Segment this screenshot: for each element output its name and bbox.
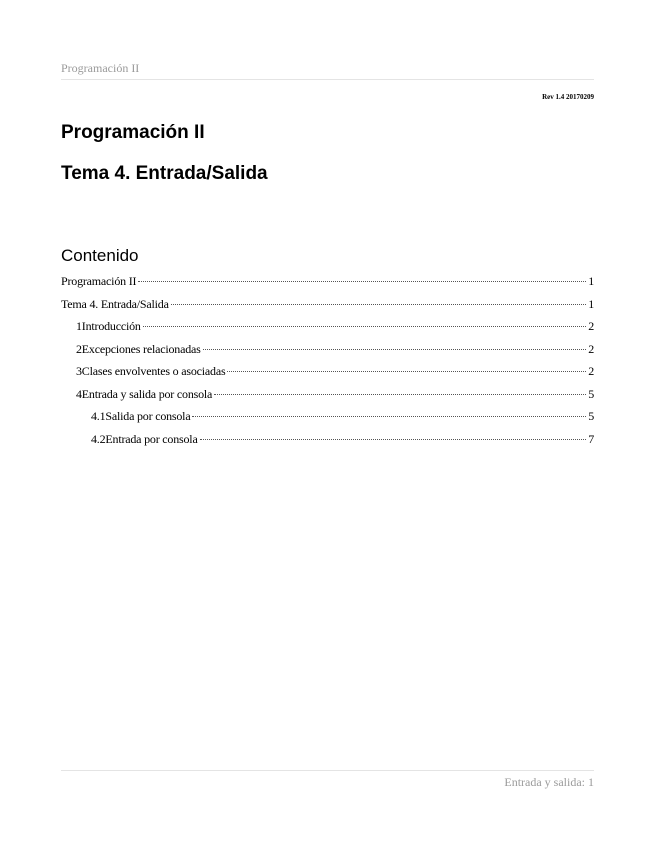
toc-entry-page[interactable]: 5 [588, 386, 594, 401]
toc-leader-dots [203, 349, 587, 350]
toc-entry-page[interactable]: 2 [588, 341, 594, 356]
toc-entry-label[interactable]: 3Clases envolventes o asociadas [76, 364, 226, 378]
toc-entry[interactable] [61, 405, 594, 428]
toc-entry-label[interactable]: 4.1Salida por consola [91, 409, 191, 423]
toc-entry-page[interactable]: 7 [588, 431, 594, 446]
toc-leader-dots [143, 326, 586, 327]
toc-heading: Contenido [61, 246, 139, 265]
toc-entry[interactable] [61, 315, 594, 338]
toc-entry-page[interactable]: 2 [588, 319, 594, 333]
toc-leader-dots [214, 394, 586, 395]
running-footer: Entrada y salida: 1 [61, 770, 594, 790]
toc-leader-dots [192, 416, 586, 417]
toc-entry-label[interactable]: 4.2Entrada por consola [91, 431, 198, 446]
running-header: Programación II [61, 61, 594, 80]
toc-entry[interactable] [61, 383, 594, 406]
toc-entry-page[interactable]: 5 [588, 409, 594, 423]
toc-entry-label[interactable]: Tema 4. Entrada/Salida [61, 296, 169, 311]
toc-entry[interactable] [61, 338, 594, 361]
revision-label: Rev 1.4 20170209 [542, 93, 594, 101]
toc-entry-label[interactable]: 1Introducción [76, 319, 141, 333]
toc-entry-page[interactable]: 1 [588, 296, 594, 311]
toc-entry-label[interactable]: 4Entrada y salida por consola [76, 386, 213, 401]
toc-leader-dots [227, 371, 586, 372]
document-subtitle: Tema 4. Entrada/Salida [61, 163, 268, 184]
toc-entry[interactable] [61, 360, 594, 383]
toc-entry[interactable] [61, 270, 594, 293]
toc-entry-page[interactable]: 1 [588, 274, 594, 288]
toc-entry-label[interactable]: 2Excepciones relacionadas [76, 341, 201, 356]
table-of-contents [61, 270, 594, 450]
document-title: Programación II [61, 122, 205, 143]
toc-entry[interactable] [61, 428, 594, 451]
toc-entry[interactable] [61, 293, 594, 316]
toc-leader-dots [171, 304, 586, 305]
toc-entry-label[interactable]: Programación II [61, 274, 137, 288]
toc-leader-dots [138, 281, 586, 282]
toc-leader-dots [200, 439, 587, 440]
toc-entry-page[interactable]: 2 [588, 364, 594, 378]
